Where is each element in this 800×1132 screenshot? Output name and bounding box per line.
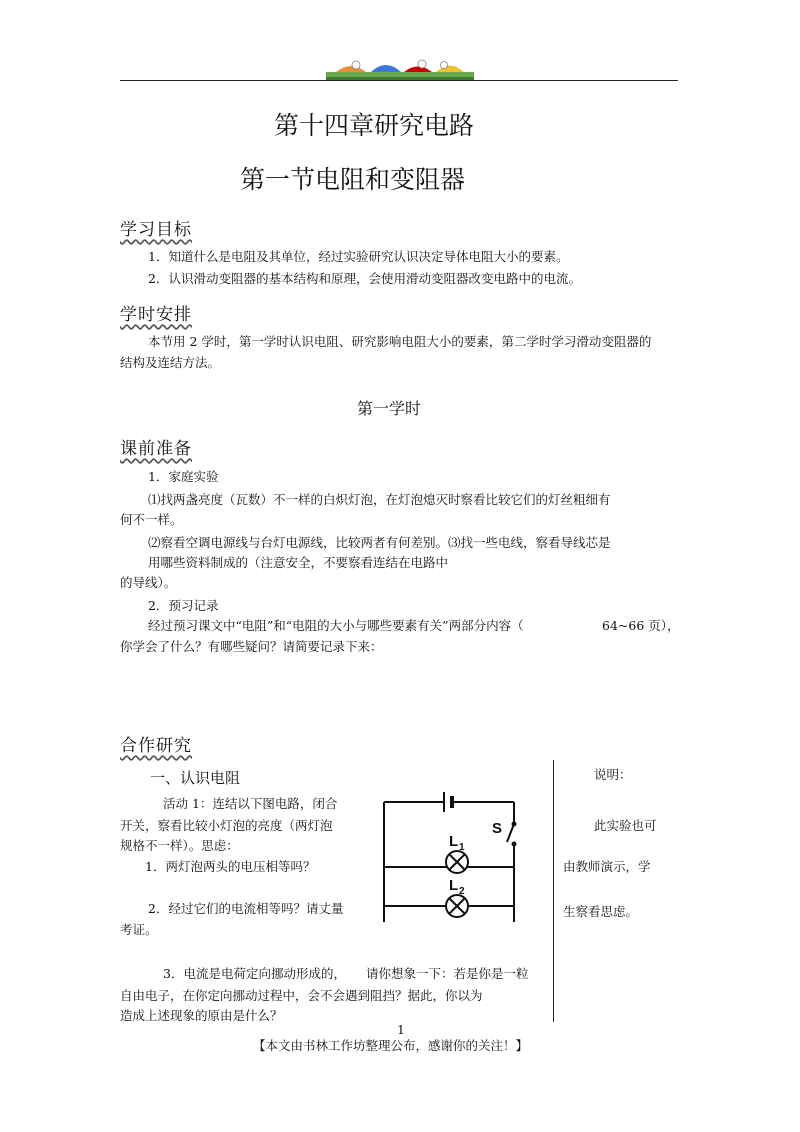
prep-text: ⑴找两盏亮度（瓦数）不一样的白炽灯泡，在灯泡熄灭时察看比较它们的灯丝粗细有 (148, 492, 611, 507)
footer-note: 【本文由书林工作坊整理公布，感谢你的关注！】 (253, 1038, 529, 1053)
side-column-divider (553, 760, 554, 1022)
coop-question: 1．两灯泡两头的电压相等吗？ (145, 859, 316, 874)
prep-text: 的导线）。 (120, 575, 177, 590)
coop-question: 3．电流是电荷定向挪动形成的， (163, 966, 346, 981)
lamp2-label: L (449, 877, 459, 894)
prep-heading: 课前准备 (120, 439, 192, 459)
lamp2-subscript: 2 (459, 886, 465, 897)
prep-text: 何不一样。 (120, 512, 183, 527)
goals-heading: 学习目标 (120, 220, 192, 240)
side-note-text: 生察看思虑。 (563, 904, 639, 919)
header-rule (120, 80, 678, 81)
switch-contact (512, 842, 517, 847)
coop-question: 请你想象一下：若是你是一粒 (366, 966, 529, 981)
prep-text: ⑵察看空调电源线与台灯电源线，比较两者有何差别。⑶找一些电线，察看导线芯是 (148, 535, 611, 550)
side-note-text: 由教师演示，学 (563, 859, 651, 874)
coop-question: 考证。 (120, 922, 158, 937)
lamp-2 (384, 895, 514, 917)
prep-text: 用哪些资料制成的（注意安全，不要察看连结在电路中 (148, 555, 449, 570)
coop-text: 开关，察看比较小灯泡的亮度（两灯泡 (120, 818, 333, 833)
coop-text: 规格不一样）。思虑： (120, 838, 239, 853)
schedule-line: 本节用 2 学时，第一学时认识电阻、研究影响电阻大小的要素，第二学时学习滑动变阻器的 (148, 334, 652, 349)
coop-subheading: 一、认识电阻 (150, 769, 241, 787)
lesson-title: 第一学时 (357, 399, 422, 418)
goal-item: 1．知道什么是电阻及其单位，经过实验研究认识决定导体电阻大小的要素。 (148, 249, 569, 264)
coop-question: 2．经过它们的电流相等吗？请丈量 (148, 901, 344, 916)
prep-text: 你学会了什么？有哪些疑问？请简要记录下来： (120, 639, 383, 654)
lamp1-label: L (449, 833, 459, 850)
side-note-label: 说明： (594, 767, 632, 782)
coop-heading: 合作研究 (120, 736, 192, 756)
header-logo (326, 58, 474, 80)
coop-text: 活动 1：连结以下图电路，闭合 (163, 796, 338, 811)
side-note-text: 此实验也可 (594, 818, 657, 833)
section-title: 第一节电阻和变阻器 (240, 165, 466, 194)
lamp-1 (446, 851, 468, 873)
circuit-diagram (376, 780, 526, 930)
switch-label: S (492, 820, 503, 837)
prep-text: 64~66 页）， (602, 618, 680, 633)
schedule-line: 结构及连结方法。 (120, 355, 221, 370)
prep-item-title: 1．家庭实验 (148, 469, 219, 484)
coop-question: 造成上述现象的原由是什么？ (120, 1008, 283, 1023)
schedule-heading: 学时安排 (120, 305, 192, 325)
lamp1-subscript: 1 (459, 842, 465, 853)
switch-contact (512, 822, 517, 827)
page-number: 1 (397, 1022, 405, 1037)
coop-question: 自由电子，在你定向挪动过程中，会不会遇到阻挡？据此，你以为 (120, 988, 483, 1003)
prep-text: 经过预习课文中“电阻”和“电阻的大小与哪些要素有关”两部分内容（ (148, 618, 524, 633)
chapter-title: 第十四章研究电路 (274, 111, 475, 140)
prep-item-title: 2．预习记录 (148, 598, 219, 613)
switch-lever (507, 824, 514, 842)
goal-item: 2．认识滑动变阻器的基本结构和原理，会使用滑动变阻器改变电路中的电流。 (148, 271, 581, 286)
